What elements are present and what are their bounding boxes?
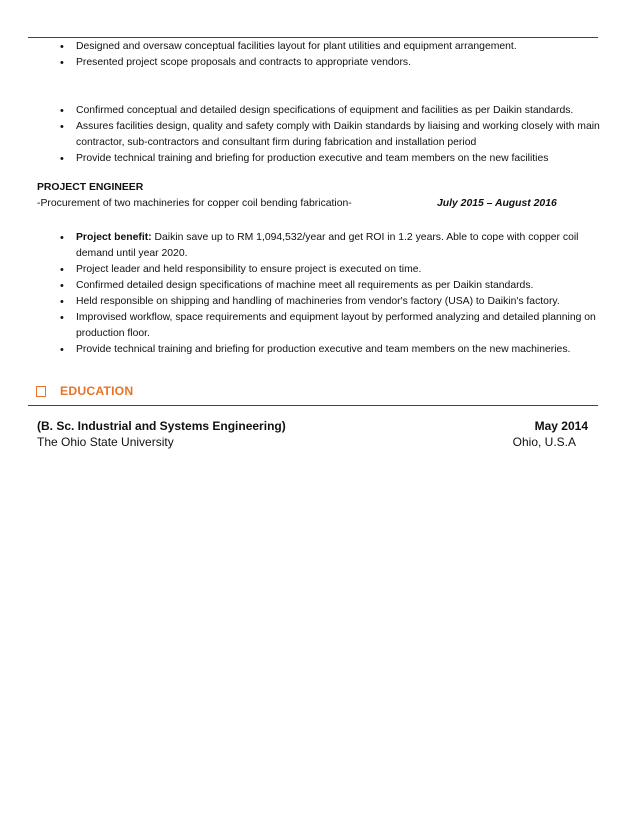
degree: (B. Sc. Industrial and Systems Engineering) (37, 419, 286, 433)
list-item: • Held responsible on shipping and handling of machineries from vendor's factory (USA) to Daikin's factory. (60, 294, 600, 310)
project-bullets (60, 230, 600, 358)
list-item: • Confirmed detailed design specifications of machine meet all requirements as per Daikin standards. (60, 278, 600, 294)
list-item: • Improvised workflow, space requirements and equipment layout by performed analyzing and detailed planning on production floor. (60, 310, 600, 342)
education-date: May 2014 (534, 419, 588, 433)
list-item: • Provide technical training and briefing for production executive and team members on the new machineries. (60, 342, 600, 358)
benefit-text: Daikin save up to RM 1,094,532/year and get ROI in 1.2 years. Able to cope with copper coil demand until year 2020. (76, 232, 579, 259)
education-heading (36, 384, 133, 398)
list-item: • Designed and oversaw conceptual facilities layout for plant utilities and equipment arrangement. (60, 39, 600, 55)
school-location: Ohio, U.S.A (512, 435, 576, 449)
list-item: • Presented project scope proposals and contracts to appropriate vendors. (60, 55, 600, 71)
top-divider (28, 37, 598, 38)
experience-bullets-top (60, 39, 600, 167)
list-item: • Provide technical training and briefing for production executive and team members on the new facilities (60, 151, 600, 167)
education-divider (28, 405, 598, 406)
section-box-icon (36, 386, 46, 397)
job-dates: July 2015 – August 2016 (437, 198, 557, 209)
list-item: • Project leader and held responsibility to ensure project is executed on time. (60, 262, 600, 278)
job-description: -Procurement of two machineries for copper coil bending fabrication- (37, 198, 352, 209)
list-item: • Assures facilities design, quality and safety comply with Daikin standards by liaising and working closely with main contractor, sub-contractors and consultant firm during fabrication and installation period (60, 119, 600, 151)
list-item: • Confirmed conceptual and detailed design specifications of equipment and facilities as per Daikin standards. (60, 103, 600, 119)
benefit-label: Project benefit: (76, 232, 152, 243)
education-label: EDUCATION (60, 384, 134, 398)
school-name: The Ohio State University (37, 435, 174, 449)
list-item (60, 230, 600, 262)
job-title: PROJECT ENGINEER (37, 182, 144, 193)
